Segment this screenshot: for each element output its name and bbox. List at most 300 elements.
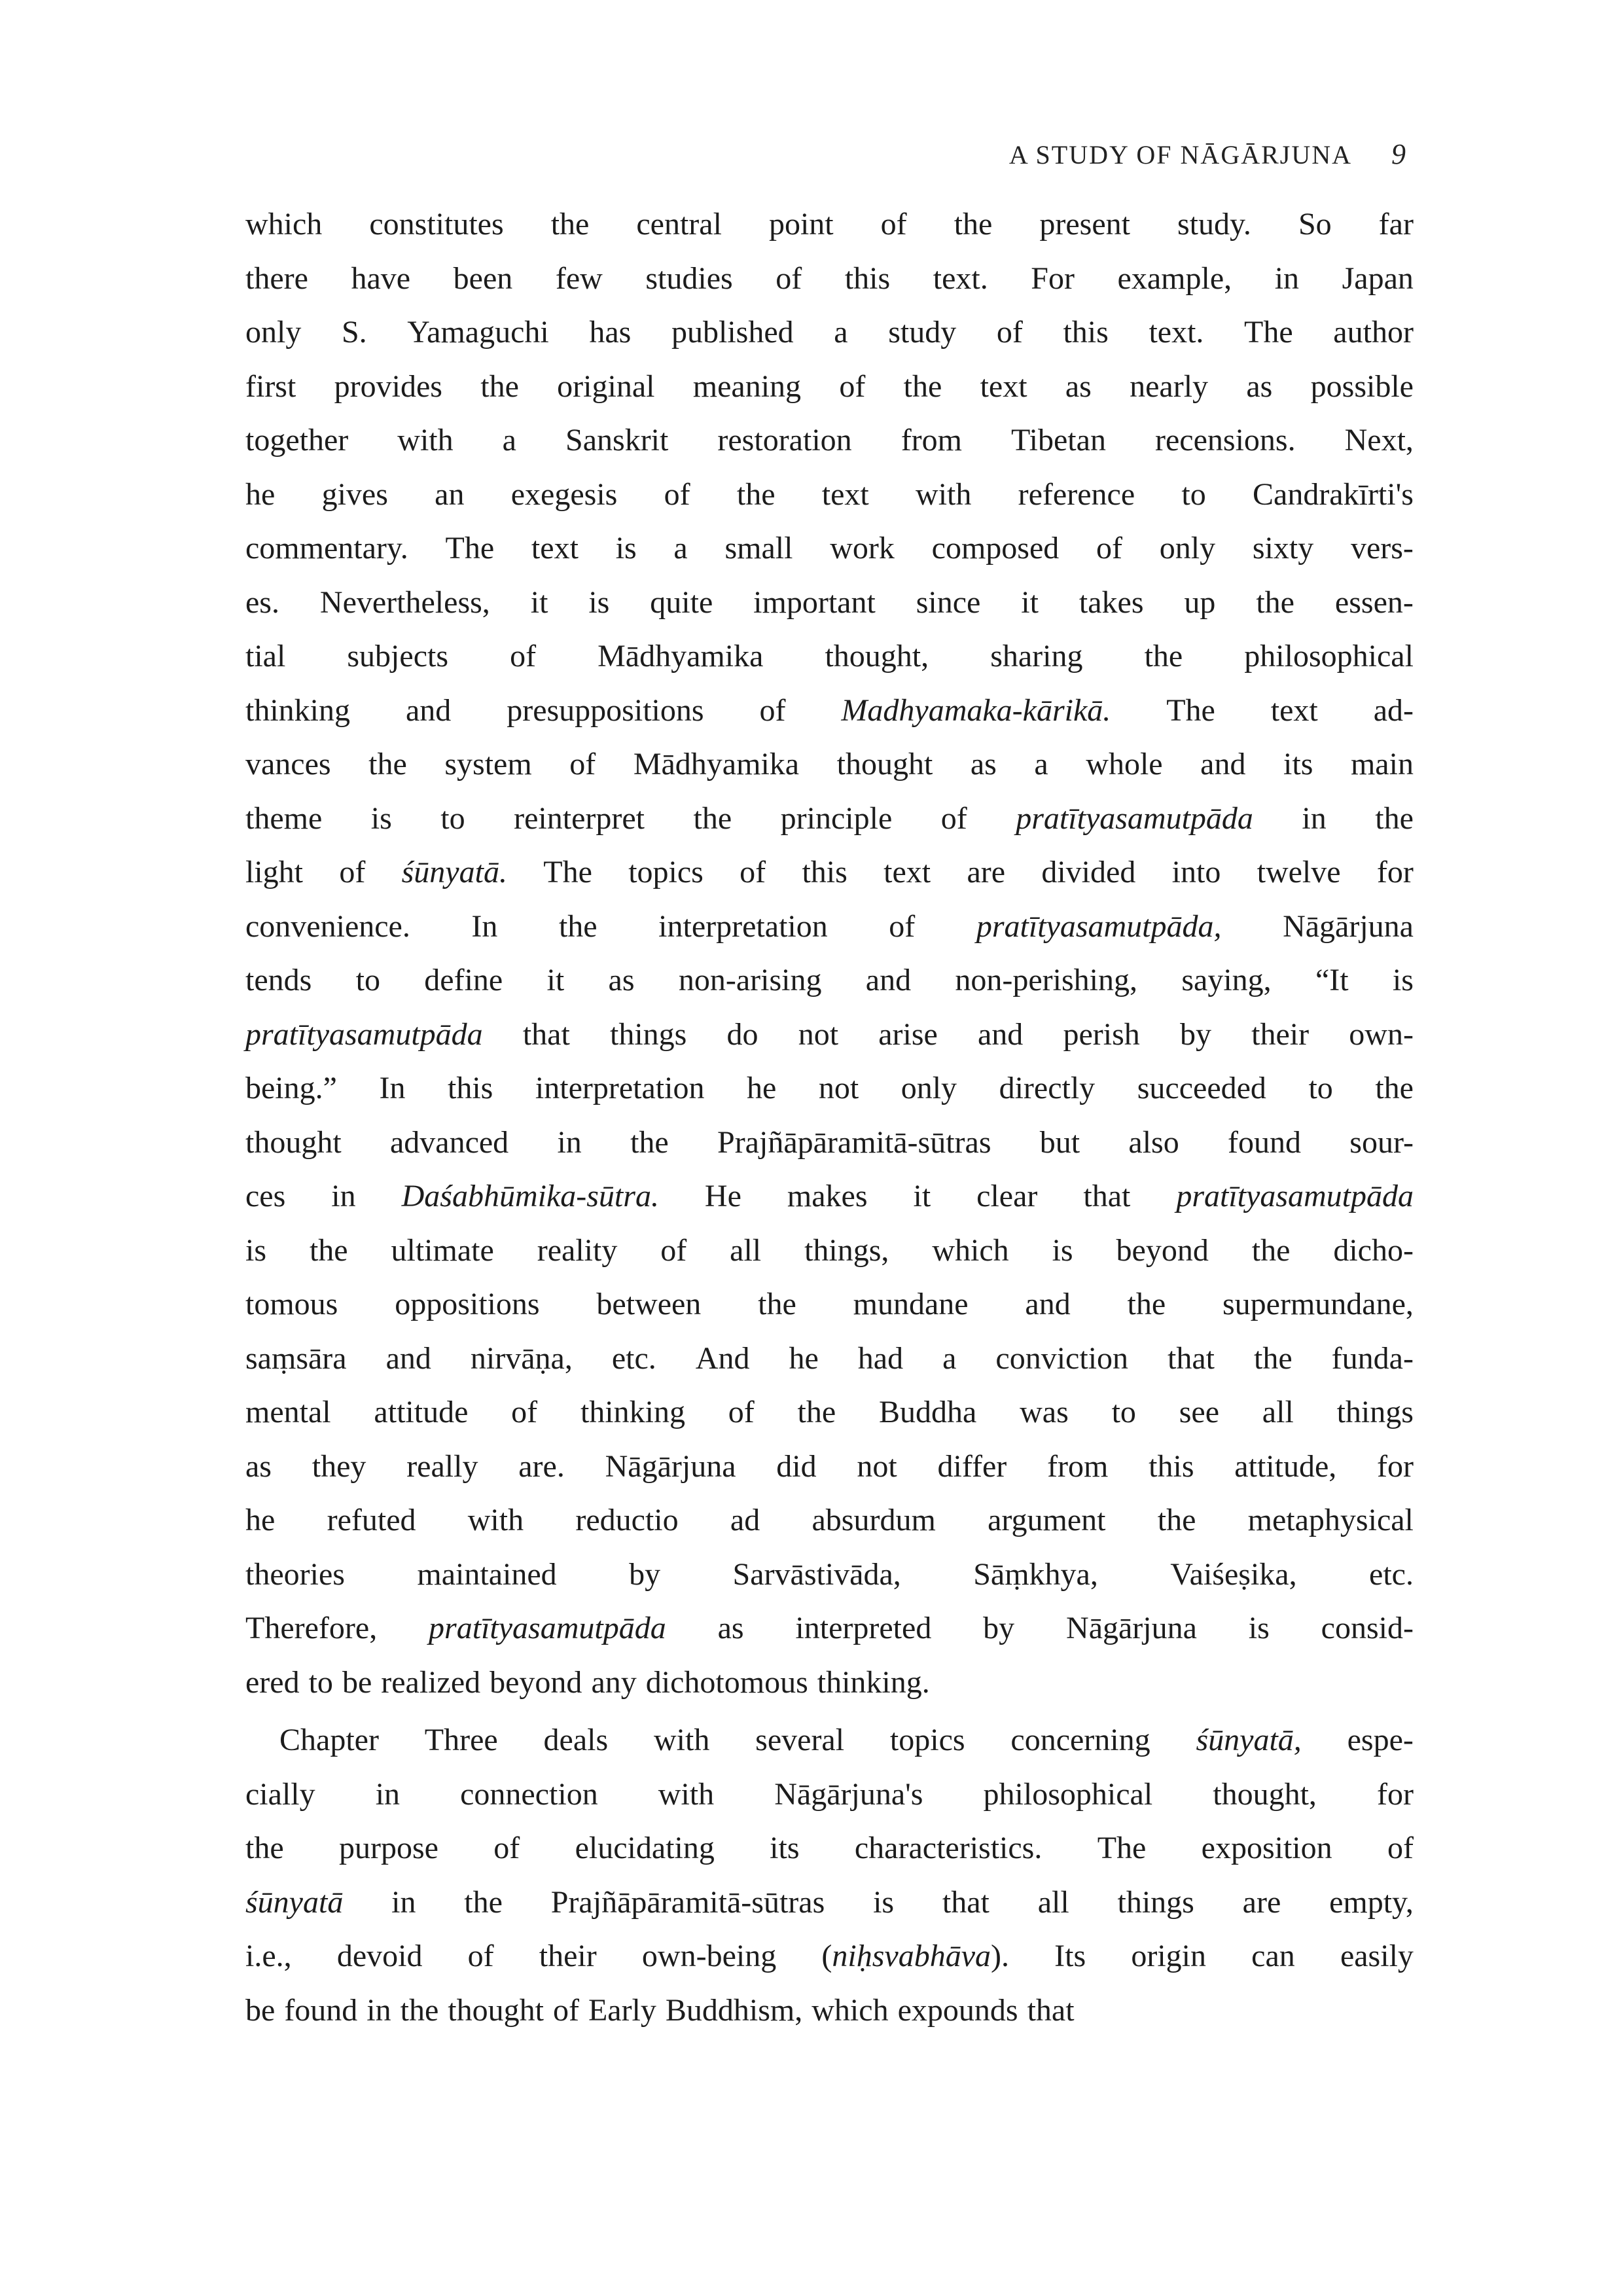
text-line	[245, 1548, 1414, 1602]
text-line	[245, 630, 1414, 684]
word: a	[834, 315, 848, 350]
word: there	[245, 260, 308, 296]
text-line	[245, 1116, 1414, 1170]
text-line	[245, 360, 1414, 414]
word: subjects	[347, 639, 449, 673]
word: theories	[245, 1556, 345, 1592]
word: the	[400, 1992, 439, 2028]
word: gives	[321, 476, 388, 512]
word: study.	[1177, 207, 1251, 242]
word: śūnyatā	[245, 1884, 344, 1920]
word: of	[880, 207, 907, 242]
word: interpreted	[795, 1611, 932, 1645]
word: directly	[999, 1071, 1096, 1105]
word: for	[1377, 1448, 1414, 1484]
word: connection	[460, 1776, 598, 1812]
text-line	[245, 1602, 1414, 1656]
word: the	[1127, 1287, 1166, 1321]
word: is	[1248, 1611, 1270, 1645]
word: attitude	[374, 1395, 469, 1429]
word: is	[370, 800, 392, 836]
text-line	[245, 900, 1414, 954]
word: es.	[245, 584, 279, 620]
word: Its	[1054, 1939, 1086, 1973]
word: as	[717, 1611, 744, 1645]
word: is	[615, 531, 637, 565]
text-line	[245, 1656, 1414, 1710]
word: he	[245, 1503, 276, 1537]
word: own-	[1349, 1016, 1414, 1052]
word: concerning	[1010, 1723, 1150, 1757]
word: he	[245, 476, 276, 512]
text-line	[245, 1278, 1414, 1332]
text-line	[245, 522, 1414, 576]
word: work	[830, 531, 895, 565]
word: the	[1251, 1232, 1291, 1268]
word: Sāṃkhya,	[973, 1556, 1098, 1592]
text-line	[245, 1494, 1414, 1548]
word: of	[339, 855, 366, 889]
word: succeeded	[1137, 1071, 1266, 1105]
word: twelve	[1257, 855, 1341, 889]
word: vers-	[1350, 531, 1414, 565]
word: (niḥsvabhāva).	[821, 1939, 1009, 1973]
word: provides	[334, 368, 442, 404]
text-line	[245, 1984, 1414, 2038]
word: in	[557, 1124, 582, 1160]
word: deals	[543, 1723, 609, 1757]
word: pratītyasamutpāda	[429, 1611, 666, 1645]
word: the	[309, 1232, 348, 1268]
word: non-perishing,	[955, 963, 1138, 997]
word: be	[245, 1992, 276, 2028]
word: not	[857, 1448, 897, 1484]
word: the	[954, 207, 993, 242]
word: Nāgārjuna	[1066, 1611, 1197, 1645]
word: interpretation	[535, 1071, 705, 1105]
word: do	[726, 1016, 758, 1052]
word: all	[1037, 1884, 1069, 1920]
word: system	[444, 747, 532, 781]
text-line	[245, 1224, 1414, 1278]
word: since	[916, 584, 981, 620]
word: essen-	[1334, 584, 1414, 620]
word: studies	[645, 260, 733, 296]
text-line	[245, 306, 1414, 360]
word: as	[970, 747, 997, 781]
word: of	[1387, 1831, 1414, 1865]
text-line	[245, 198, 1414, 252]
word: espe-	[1347, 1723, 1414, 1757]
word: mental	[245, 1395, 331, 1429]
word: topics	[889, 1723, 965, 1757]
word: not	[798, 1016, 839, 1052]
text-line	[245, 1170, 1414, 1224]
word: text	[883, 855, 931, 889]
word: define	[424, 963, 503, 997]
word: in	[331, 1179, 356, 1213]
word: of	[664, 476, 690, 512]
word: nearly	[1130, 368, 1209, 404]
text-line	[245, 252, 1414, 306]
word: is	[588, 584, 610, 620]
word: realized	[381, 1664, 481, 1700]
word: of	[1096, 531, 1122, 565]
word: really	[406, 1448, 478, 1484]
text-line	[245, 1008, 1414, 1062]
text-line	[245, 846, 1414, 900]
word: of	[940, 800, 967, 836]
word: things,	[804, 1232, 889, 1268]
word: by	[1179, 1016, 1211, 1052]
word: Nevertheless,	[319, 584, 490, 620]
text-line	[245, 1821, 1414, 1876]
word: to	[355, 963, 380, 997]
word: not	[818, 1071, 859, 1105]
body-text	[245, 198, 1414, 2037]
text-line	[245, 1929, 1414, 1984]
word: that	[1083, 1179, 1131, 1213]
word: constitutes	[369, 207, 504, 242]
word: he	[746, 1071, 777, 1105]
word: text.	[1149, 315, 1204, 350]
word: this	[1149, 1448, 1194, 1484]
word: between	[596, 1287, 702, 1321]
word: the	[1375, 1071, 1414, 1105]
word: perish	[1063, 1016, 1140, 1052]
word: to	[440, 800, 465, 836]
text-line	[245, 1062, 1414, 1116]
word: exegesis	[510, 476, 618, 512]
word: The	[445, 531, 495, 565]
word: in	[1274, 260, 1300, 296]
word: reference	[1018, 476, 1135, 512]
word: present	[1039, 207, 1130, 242]
word: the	[1375, 800, 1414, 836]
word: only	[901, 1071, 957, 1105]
word: found	[1228, 1124, 1301, 1160]
word: to	[1308, 1071, 1333, 1105]
text-line	[245, 468, 1414, 522]
word: Madhyamaka-kārikā.	[841, 692, 1111, 728]
word: the	[758, 1287, 796, 1321]
word: philosophical	[1244, 639, 1414, 673]
word: being.”	[245, 1071, 337, 1105]
word: a	[502, 423, 516, 457]
word: a	[1034, 747, 1048, 781]
word: with	[653, 1723, 710, 1757]
word: the	[245, 1831, 284, 1865]
word: thought	[836, 747, 933, 781]
word: did	[776, 1448, 817, 1484]
word: own-being	[641, 1939, 777, 1973]
word: possible	[1310, 368, 1414, 404]
word: first	[245, 368, 296, 404]
word: devoid	[336, 1939, 423, 1973]
word: attitude,	[1234, 1448, 1337, 1484]
word: are	[967, 855, 1006, 889]
word: far	[1378, 207, 1414, 242]
word: of	[728, 1395, 755, 1429]
word: sour-	[1349, 1124, 1414, 1160]
word: a	[942, 1340, 957, 1376]
word: Yamaguchi	[407, 315, 549, 350]
text-line	[245, 738, 1414, 792]
word: argument	[988, 1503, 1106, 1537]
word: differ	[937, 1448, 1007, 1484]
word: clear	[976, 1179, 1038, 1213]
word: all	[1262, 1395, 1294, 1429]
word: Next,	[1344, 423, 1414, 457]
word: whole	[1086, 747, 1163, 781]
word: to	[1181, 476, 1206, 512]
word: of	[467, 1939, 494, 1973]
word: of	[552, 1992, 579, 2028]
word: things	[1336, 1395, 1414, 1429]
word: and	[385, 1340, 431, 1376]
word: Therefore,	[245, 1611, 378, 1645]
word: main	[1350, 747, 1414, 781]
word: several	[755, 1723, 845, 1757]
word: to	[1111, 1395, 1136, 1429]
word: can	[1251, 1939, 1295, 1973]
word: thought,	[825, 639, 929, 673]
word: example,	[1117, 260, 1232, 296]
word: arise	[878, 1016, 938, 1052]
word: Mādhyamika	[633, 747, 800, 781]
word: and	[978, 1016, 1024, 1052]
word: and	[865, 963, 912, 997]
word: the	[1157, 1503, 1196, 1537]
text-line	[245, 1768, 1414, 1822]
word: of	[776, 260, 802, 296]
word: empty,	[1329, 1884, 1414, 1920]
word: takes	[1079, 584, 1144, 620]
word: and	[1025, 1287, 1071, 1321]
word: absurdum	[812, 1503, 936, 1537]
word: Nāgārjuna	[605, 1448, 736, 1484]
word: easily	[1340, 1939, 1414, 1973]
word: restoration	[717, 423, 852, 457]
word: of	[740, 855, 766, 889]
word: things	[610, 1016, 687, 1052]
word: characteristics.	[854, 1831, 1043, 1865]
word: see	[1179, 1395, 1219, 1429]
word: The	[1166, 692, 1215, 728]
word: Daśabhūmika-sūtra.	[401, 1179, 659, 1213]
word: it	[546, 963, 565, 997]
word: reductio	[575, 1503, 679, 1537]
word: pratītyasamutpāda	[1016, 800, 1253, 836]
word: to	[308, 1664, 333, 1700]
word: he	[789, 1340, 819, 1376]
word: thinking	[245, 692, 351, 728]
word: text.	[933, 260, 988, 296]
word: that	[1168, 1340, 1215, 1376]
word: of	[510, 639, 537, 673]
word: vances	[245, 747, 331, 781]
word: point	[768, 207, 834, 242]
page-number: 9	[1391, 138, 1407, 170]
word: up	[1184, 584, 1216, 620]
word: the	[1144, 639, 1183, 673]
text-line	[245, 1713, 1414, 1768]
word: this	[844, 260, 891, 296]
word: small	[724, 531, 793, 565]
word: of	[660, 1232, 687, 1268]
word: oppositions	[395, 1287, 540, 1321]
word: which	[245, 207, 323, 242]
word: Nāgārjuna	[1283, 908, 1414, 944]
word: thought	[448, 1992, 544, 2028]
word: for	[1377, 1776, 1414, 1812]
word: etc.	[611, 1340, 656, 1376]
word: Buddha	[878, 1395, 977, 1429]
word: metaphysical	[1247, 1503, 1414, 1537]
word: is	[245, 1232, 267, 1268]
running-head	[1009, 137, 1407, 171]
word: their	[1251, 1016, 1310, 1052]
word: theme	[245, 800, 323, 836]
word: as	[1246, 368, 1273, 404]
word: and	[405, 692, 452, 728]
word: consid-	[1321, 1611, 1414, 1645]
word: And	[695, 1340, 750, 1376]
word: text	[1270, 692, 1318, 728]
word: quite	[650, 584, 713, 620]
word: the	[1254, 1340, 1293, 1376]
word: of	[511, 1395, 538, 1429]
word: reinterpret	[514, 800, 645, 836]
word: topics	[628, 855, 704, 889]
word: funda-	[1331, 1340, 1414, 1376]
word: in	[391, 1884, 416, 1920]
word: pratītyasamutpāda	[245, 1016, 483, 1052]
word: from	[901, 423, 962, 457]
word: supermundane,	[1222, 1287, 1414, 1321]
text-line	[245, 1386, 1414, 1440]
word: had	[857, 1340, 904, 1376]
word: this	[802, 855, 847, 889]
word: the	[464, 1884, 503, 1920]
word: Sarvāstivāda,	[732, 1556, 901, 1592]
word: presuppositions	[507, 692, 704, 728]
word: this	[448, 1071, 493, 1105]
word: the	[1256, 584, 1294, 620]
word: things	[1117, 1884, 1194, 1920]
word: published	[671, 315, 794, 350]
word: nirvāṇa,	[470, 1340, 573, 1376]
word: is	[1052, 1232, 1073, 1268]
word: it	[913, 1179, 931, 1213]
word: which	[932, 1232, 1009, 1268]
word: thought,	[1213, 1776, 1317, 1812]
word: elucidating	[575, 1831, 715, 1865]
word: non-arising	[678, 963, 822, 997]
word: it	[1021, 584, 1039, 620]
word: of	[569, 747, 596, 781]
word: saṃsāra	[245, 1340, 347, 1376]
word: it	[530, 584, 548, 620]
word: conviction	[995, 1340, 1129, 1376]
word: its	[770, 1831, 800, 1865]
word: i.e.,	[245, 1939, 292, 1973]
word: He	[704, 1179, 741, 1213]
word: reality	[537, 1232, 618, 1268]
word: Japan	[1342, 260, 1414, 296]
word: the	[630, 1124, 669, 1160]
word: philosophical	[983, 1776, 1153, 1812]
word: study	[888, 315, 957, 350]
word: in	[375, 1776, 401, 1812]
word: So	[1298, 207, 1332, 242]
word: any	[591, 1664, 637, 1700]
word: The	[1244, 315, 1293, 350]
word: Prajñāpāramitā-sūtras	[550, 1884, 825, 1920]
word: Vaiśeṣika,	[1170, 1556, 1297, 1592]
word: text	[980, 368, 1027, 404]
word: is	[873, 1884, 895, 1920]
word: text	[821, 476, 869, 512]
word: of	[889, 908, 916, 944]
word: ered	[245, 1664, 300, 1700]
text-line	[245, 1332, 1414, 1386]
word: as	[608, 963, 635, 997]
word: light	[245, 855, 304, 889]
word: tends	[245, 963, 312, 997]
word: for	[1376, 855, 1414, 889]
word: origin	[1131, 1939, 1206, 1973]
word: few	[555, 260, 603, 296]
word: Tibetan	[1011, 423, 1106, 457]
word: which	[812, 1992, 889, 2028]
word: by	[629, 1556, 661, 1592]
word: been	[453, 260, 513, 296]
word: cially	[245, 1776, 315, 1812]
word: ad	[730, 1503, 760, 1537]
word: into	[1171, 855, 1221, 889]
word: original	[557, 368, 655, 404]
word: from	[1047, 1448, 1109, 1484]
word: The	[1097, 1831, 1147, 1865]
word: Sanskrit	[565, 423, 669, 457]
running-head-title: A STUDY OF NĀGĀRJUNA	[1008, 140, 1352, 170]
word: its	[1283, 747, 1313, 781]
word: principle	[780, 800, 893, 836]
word: of	[839, 368, 866, 404]
word: advanced	[389, 1124, 509, 1160]
word: Mādhyamika	[597, 639, 764, 673]
word: and	[1200, 747, 1246, 781]
word: thinking	[580, 1395, 685, 1429]
word: as	[1065, 368, 1092, 404]
text-line	[245, 954, 1414, 1008]
text-line	[245, 414, 1414, 468]
word: Candrakīrti's	[1253, 476, 1414, 512]
word: commentary.	[245, 531, 408, 565]
word: recensions.	[1154, 423, 1296, 457]
word: the	[480, 368, 519, 404]
word: Prajñāpāramitā-sūtras	[717, 1124, 991, 1160]
word: S.	[341, 315, 367, 350]
word: tial	[245, 639, 286, 673]
paragraph-2	[245, 1713, 1414, 2037]
word: sharing	[990, 639, 1083, 673]
word: but	[1039, 1124, 1080, 1160]
text-line	[245, 576, 1414, 630]
word: dicho-	[1333, 1232, 1414, 1268]
word: Chapter	[279, 1723, 379, 1757]
